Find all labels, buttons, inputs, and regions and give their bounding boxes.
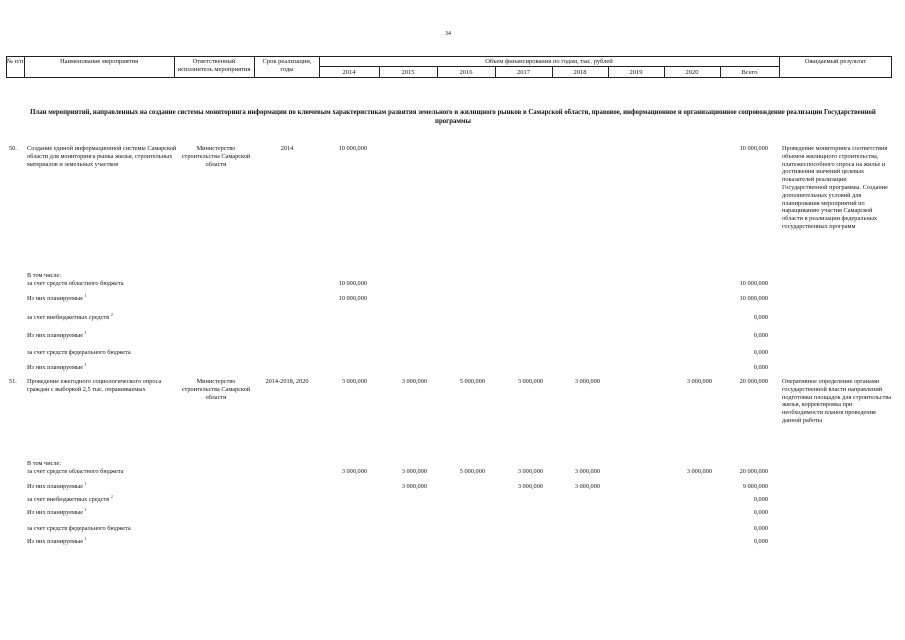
including-label: В том числе: xyxy=(27,460,62,467)
subrow-label: за счет внебюджетных средств $^2$ xyxy=(27,493,113,503)
subrow-total: 0,000 xyxy=(753,364,768,371)
subrow-label: за счет средств федерального бюджета xyxy=(27,349,131,356)
item-executor: Министерство строительства Самарской области xyxy=(181,145,251,168)
header-name: Наименование мероприятия xyxy=(59,58,139,65)
year-2014: 2014 xyxy=(342,69,356,76)
value-total: 10 000,000 xyxy=(739,145,768,152)
subrow-value: 3 000,000 xyxy=(574,483,600,490)
item-name: Создание единой информационной системы Самарской области для мониторинга рынка жилья, строительных материалов и земельных участков xyxy=(27,145,177,168)
item-executor: Министерство строительства Самарской области xyxy=(181,378,251,401)
subrow-label: Из них планируемые $^1$ xyxy=(27,361,87,371)
subrow-total: 0,000 xyxy=(753,314,768,321)
subrow-value: 10 000,000 xyxy=(338,280,367,287)
year-2015: 2015 xyxy=(401,69,415,76)
item-number: 50. xyxy=(9,145,17,152)
subrow-label: за счет средств областного бюджета xyxy=(27,468,124,475)
subrow-value: 3 000,000 xyxy=(341,468,367,475)
item-term: 2014 xyxy=(280,145,294,152)
subrow-total: 9 000,000 xyxy=(742,483,768,490)
value-2015: 3 000,000 xyxy=(401,378,427,385)
subrow-total: 0,000 xyxy=(753,509,768,516)
item-term: 2014-2018, 2020 xyxy=(265,378,309,385)
subrow-value: 3 000,000 xyxy=(401,483,427,490)
subrow-total: 0,000 xyxy=(753,349,768,356)
item-name: Проведение ежегодного социологического опроса граждан с выборкой 2,5 тыс. опрашиваемых xyxy=(27,378,162,393)
year-2016: 2016 xyxy=(459,69,473,76)
value-2014: 10 000,000 xyxy=(338,145,367,152)
subrow-value: 3 000,000 xyxy=(517,483,543,490)
header-result: Ожидаемый результат xyxy=(804,58,867,65)
subrow-value: 3 000,000 xyxy=(401,468,427,475)
subrow-value: 3 000,000 xyxy=(574,468,600,475)
value-2018: 3 000,000 xyxy=(574,378,600,385)
value-total: 20 000,000 xyxy=(739,378,768,385)
value-2014: 3 000,000 xyxy=(341,378,367,385)
header-executor: Ответственный исполнитель мероприятия xyxy=(177,58,251,73)
subrow-value: 3 000,000 xyxy=(686,468,712,475)
year-2018: 2018 xyxy=(573,69,587,76)
subrow-label: за счет средств областного бюджета xyxy=(27,280,124,287)
header-no: № п/п xyxy=(6,58,24,65)
subrow-label: Из них планируемые $^1$ xyxy=(27,480,87,490)
subrow-value: 10 000,000 xyxy=(338,295,367,302)
subrow-label: Из них планируемые $^1$ xyxy=(27,506,87,516)
item-result: Оперативное определение органами государственной власти направлений подготовки площадок для строительства жилья, корректировка при необходимости планов проведения данной работы xyxy=(782,378,892,424)
subrow-total: 0,000 xyxy=(753,538,768,545)
page-number: 34 xyxy=(445,31,451,37)
header-funding: Объем финансирования по годам, тыс. рублей xyxy=(485,58,613,65)
subrow-label: Из них планируемые $^1$ xyxy=(27,329,87,339)
subrow-total: 0,000 xyxy=(753,525,768,532)
subrow-label: за счет средств федерального бюджета xyxy=(27,525,131,532)
header-term: Срок реализации, годы xyxy=(262,58,312,73)
year-2020: 2020 xyxy=(685,69,699,76)
subrow-label: Из них планируемые $^1$ xyxy=(27,535,87,545)
subrow-value: 3 000,000 xyxy=(517,468,543,475)
subrow-label: за счет внебюджетных средств $^2$ xyxy=(27,311,113,321)
value-2016: 5 000,000 xyxy=(459,378,485,385)
section-title: План мероприятий, направленных на создание системы мониторинга информации по ключевым характеристикам развития земельного и жилищного рынков в Самарской области, правовое, информационное и организационное сопровождение реализации Государственной программы xyxy=(30,109,876,125)
year-total: Всего xyxy=(741,69,758,76)
subrow-total: 20 000,000 xyxy=(739,468,768,475)
year-2019: 2019 xyxy=(629,69,643,76)
item-number: 51. xyxy=(9,378,17,385)
subrow-total: 0,000 xyxy=(753,496,768,503)
subrow-total: 10 000,000 xyxy=(739,280,768,287)
value-2020: 3 000,000 xyxy=(686,378,712,385)
value-2017: 3 000,000 xyxy=(517,378,543,385)
subrow-value: 5 000,000 xyxy=(459,468,485,475)
including-label: В том числе: xyxy=(27,272,62,279)
year-2017: 2017 xyxy=(517,69,530,76)
item-result: Проведение мониторинга соответствия объемов жилищного строительства, платежеспособного спроса на жилье и достижения значений целевых показателей реализации Государственной программы. Создание дополнительных условий для планирования мероприятий по наращиванию участия Самарской области в реализации федеральных государственных программ xyxy=(782,145,888,230)
subrow-label: Из них планируемые $^1$ xyxy=(27,292,87,302)
subrow-total: 0,000 xyxy=(753,332,768,339)
subrow-total: 10 000,000 xyxy=(739,295,768,302)
